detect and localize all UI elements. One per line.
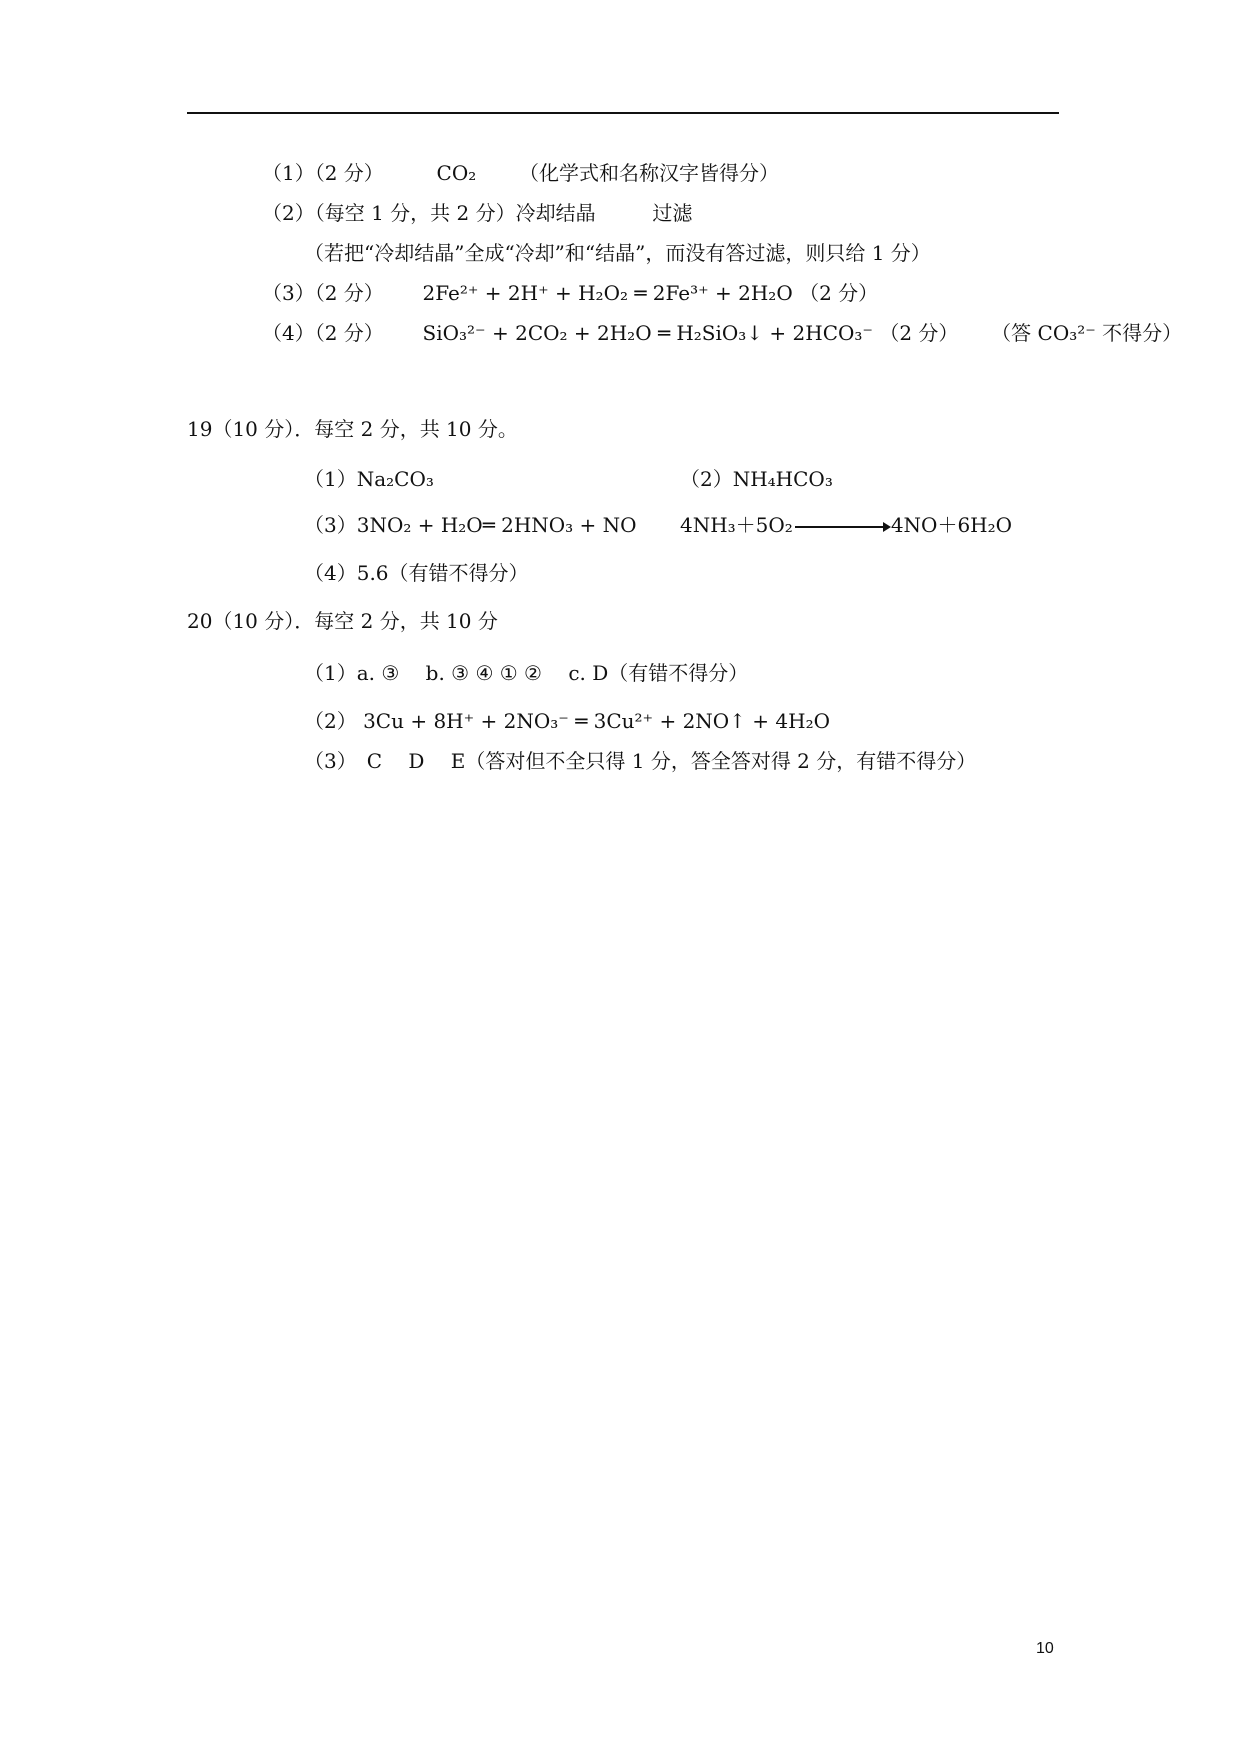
q18-part4-label: （4）（2 分） — [262, 321, 384, 345]
q20-part2: （2） 3Cu + 8H⁺ + 2NO₃⁻ ═ 3Cu²⁺ + 2NO↑ + 4H₂O — [304, 709, 830, 733]
q18-part1-note: （化学式和名称汉字皆得分） — [518, 161, 779, 185]
q18-part1 — [262, 160, 779, 186]
q19-part3a: （3）3NO₂ + H₂O═ 2HNO₃ + NO — [304, 513, 637, 537]
q19-part3b-reactants: 4NH₃＋5O₂ — [680, 513, 793, 537]
q19-header: 19（10 分）．每空 2 分，共 10 分。 — [187, 417, 518, 441]
q18-part4-equation: SiO₃²⁻ + 2CO₂ + 2H₂O ═ H₂SiO₃↓ + 2HCO₃⁻ — [422, 321, 873, 345]
q19-part3b — [680, 512, 1012, 538]
q18-part1-formula: CO₂ — [436, 161, 477, 185]
q18-part4-score: （2 分） — [879, 321, 959, 345]
header-rule — [187, 112, 1059, 114]
q19-part2: （2）NH₄HCO₃ — [680, 467, 833, 491]
q19-part3b-products: 4NO＋6H₂O — [890, 513, 1013, 537]
q19-part1: （1）Na₂CO₃ — [304, 467, 434, 491]
q18-part3 — [262, 280, 878, 306]
page-number: 10 — [1036, 1640, 1054, 1657]
q18-part2-answer: 过滤 — [652, 201, 693, 225]
q18-part3-label: （3）（2 分） — [262, 281, 384, 305]
q18-part4 — [262, 320, 1182, 346]
q18-part4-note: （答 CO₃²⁻ 不得分） — [991, 321, 1183, 345]
q18-part1-label: （1）（2 分） — [262, 161, 384, 185]
q18-part2-label: （2）（每空 1 分，共 2 分）冷却结晶 — [262, 201, 596, 225]
reaction-arrow-icon — [795, 526, 889, 528]
q18-part2-note: （若把“冷却结晶”全成“冷却”和“结晶”，而没有答过滤，则只给 1 分） — [304, 241, 931, 265]
q20-part3: （3） C D E（答对但不全只得 1 分，答全答对得 2 分，有错不得分） — [304, 749, 977, 773]
q19-part4: （4）5.6（有错不得分） — [304, 561, 529, 585]
q20-header: 20（10 分）．每空 2 分，共 10 分 — [187, 609, 498, 633]
q18-part3-score: （2 分） — [799, 281, 879, 305]
q18-part3-equation: 2Fe²⁺ + 2H⁺ + H₂O₂ ═ 2Fe³⁺ + 2H₂O — [422, 281, 793, 305]
q20-part1: （1）a. ③ b. ③ ④ ① ② c. D（有错不得分） — [304, 661, 749, 685]
q18-part2 — [262, 200, 692, 226]
